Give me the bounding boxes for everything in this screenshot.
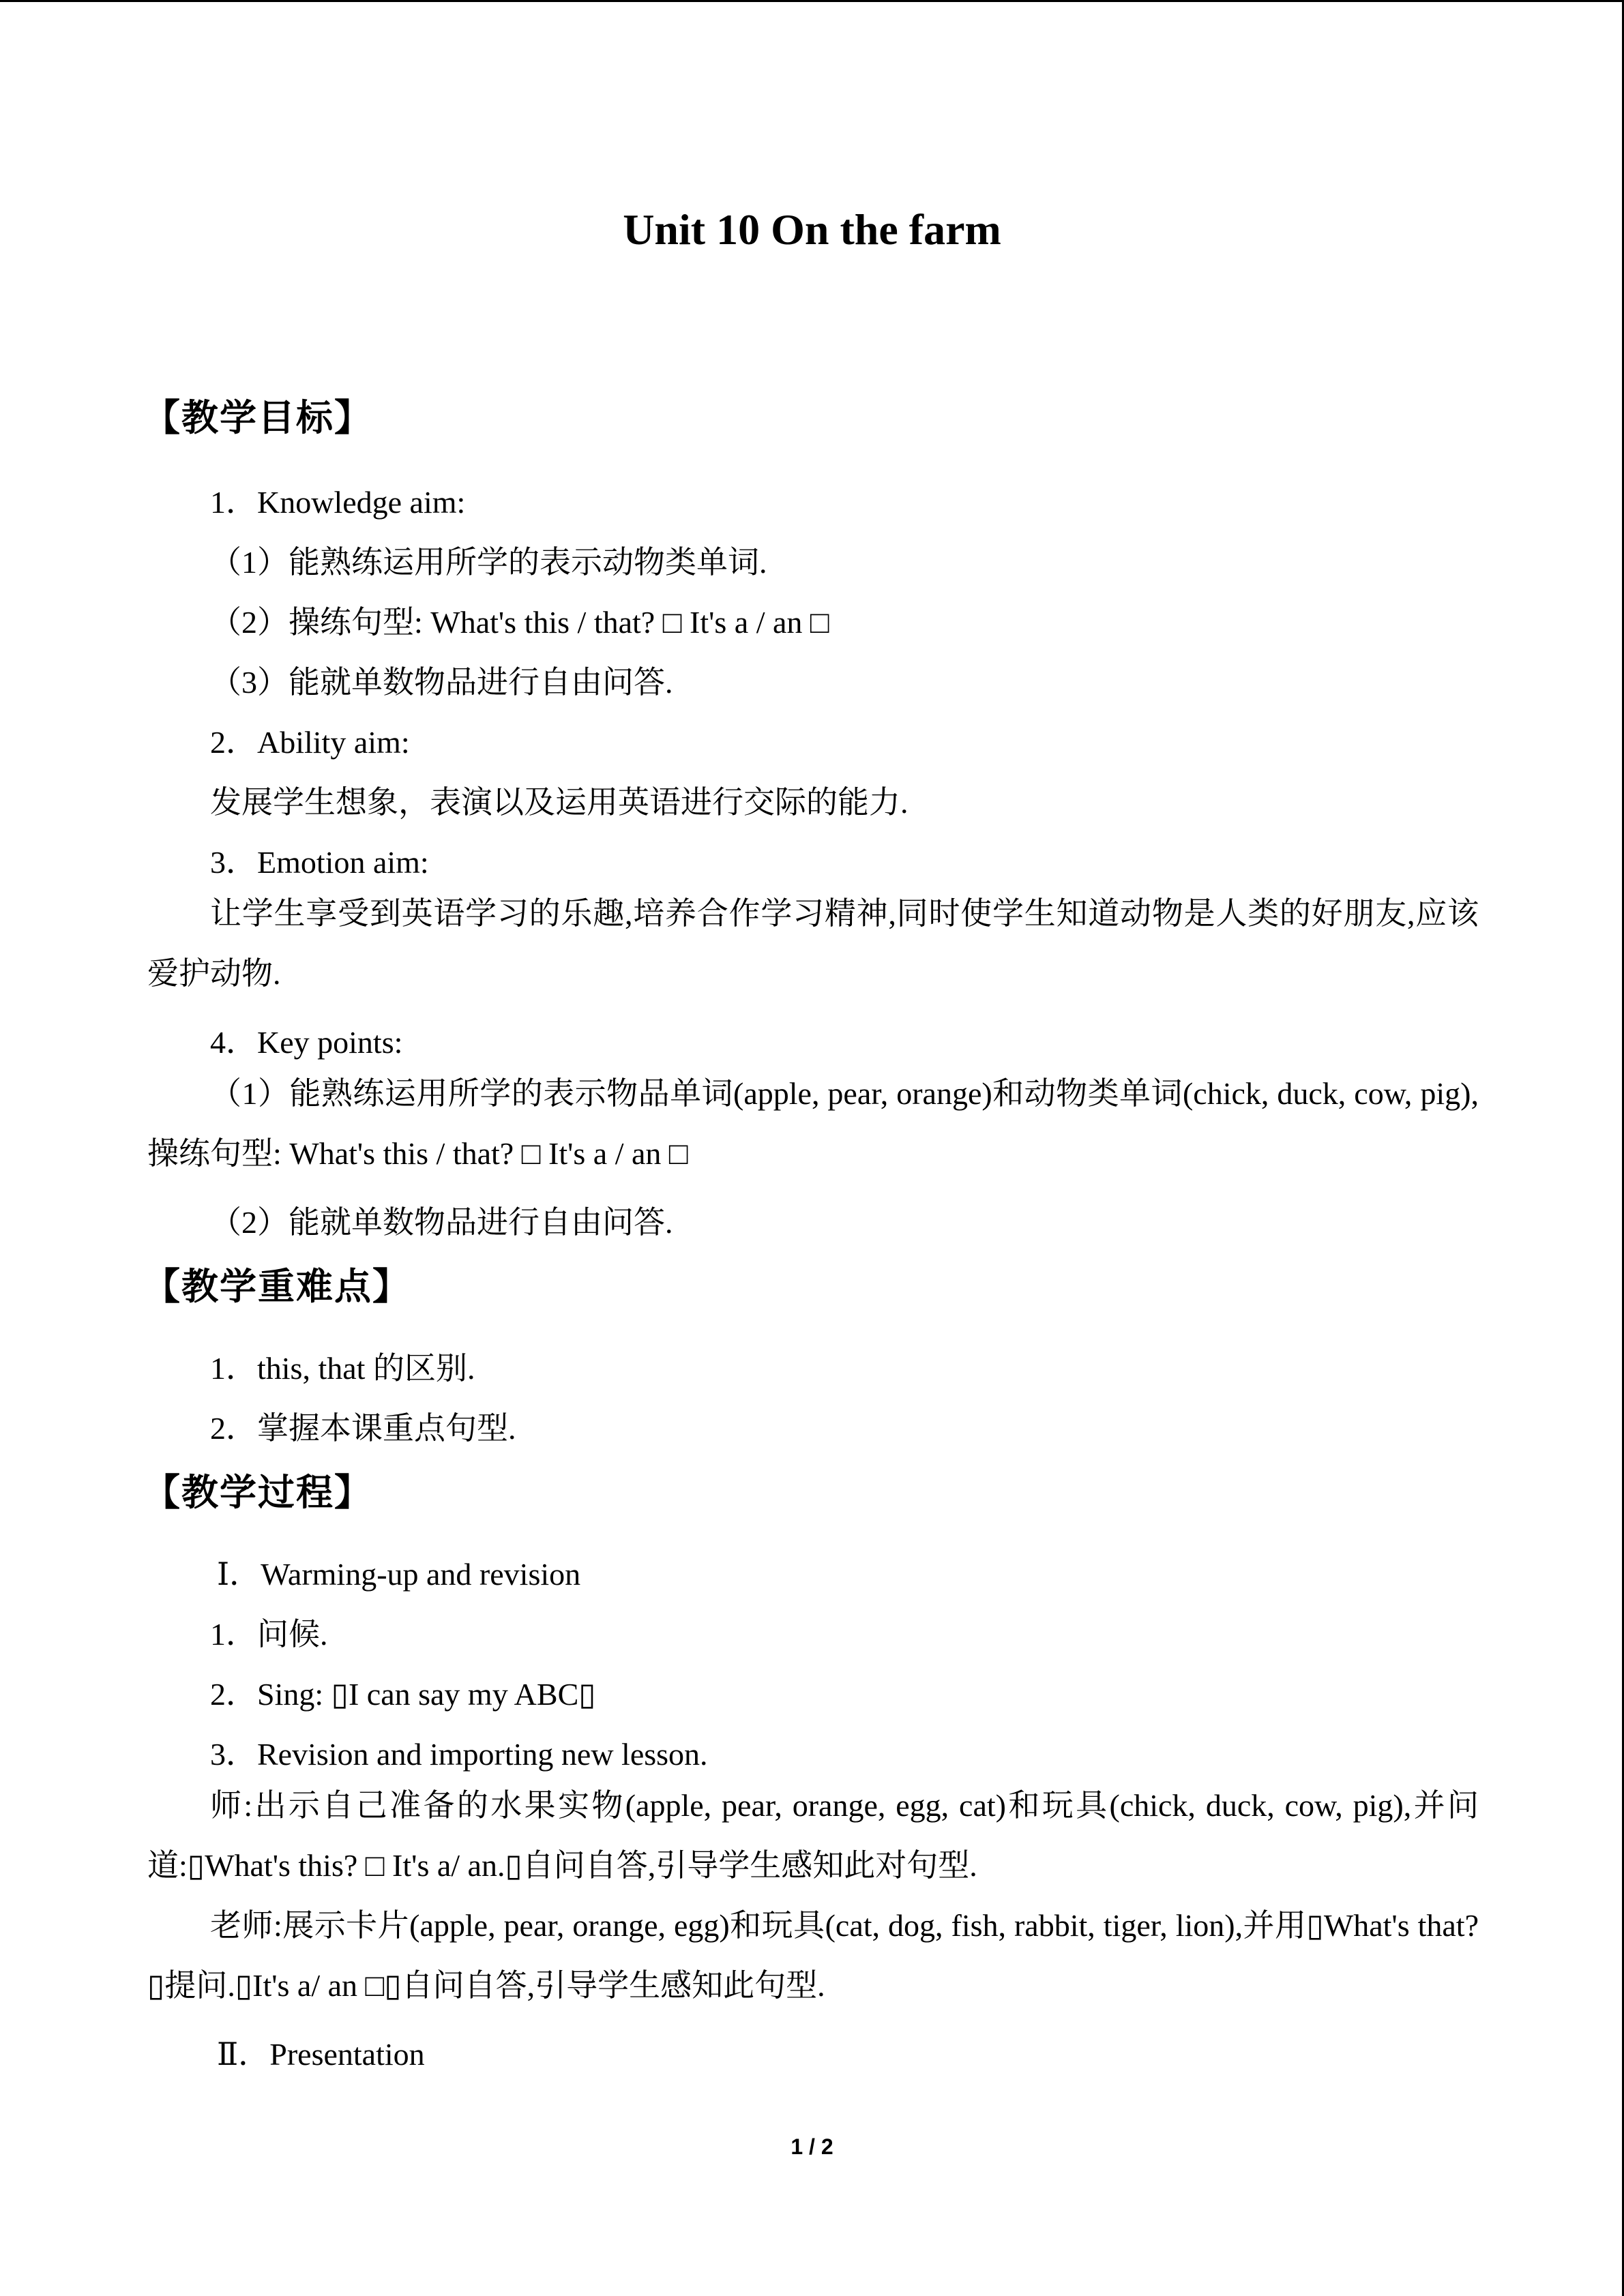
goal-emotion-aim: 3．Emotion aim: bbox=[210, 845, 429, 880]
goal-ability-text: 发展学生想象，表演以及运用英语进行交际的能力. bbox=[210, 785, 909, 820]
goal-item-1: （1）能熟练运用所学的表示动物类单词. bbox=[210, 545, 767, 580]
goal-knowledge-aim: 1．Knowledge aim: bbox=[210, 485, 466, 520]
document-title: Unit 10 On the farm bbox=[623, 205, 1001, 254]
section-heading-goals: 【教学目标】 bbox=[143, 396, 372, 439]
section-heading-difficulties: 【教学重难点】 bbox=[143, 1265, 411, 1308]
process-paragraph-1: 师:出示自己准备的水果实物(apple, pear, orange, egg, cat)和玩具(chick, duck, cow, pig),并问道:▯What's this? □ It's a/ an.▯自问自答,引导学生感知此对句型. bbox=[147, 1788, 1479, 1883]
goal-emotion-text: 让学生享受到英语学习的乐趣,培养合作学习精神,同时使学生知道动物是人类的好朋友,应该爱护动物. bbox=[147, 896, 1479, 991]
goal-keypoint-text: （1）能熟练运用所学的表示物品单词(apple, pear, orange)和动物类单词(chick, duck, cow, pig),操练句型: What's this / that? □ It's a / an □ bbox=[147, 1076, 1479, 1171]
process-paragraph-2: 老师:展示卡片(apple, pear, orange, egg)和玩具(cat, dog, fish, rabbit, tiger, lion),并用▯What's that?▯提问.▯It's a/ an □▯自问自答,引导学生感知此句型. bbox=[147, 1908, 1479, 2003]
section-heading-process: 【教学过程】 bbox=[143, 1471, 372, 1514]
process-step-1-title: Ⅰ．Warming-up and revision bbox=[217, 1557, 581, 1592]
process-item-sing: 2．Sing: ▯I can say my ABC▯ bbox=[210, 1677, 596, 1712]
process-item-greeting: 1．问候. bbox=[210, 1617, 328, 1652]
goal-ability-aim: 2．Ability aim: bbox=[210, 725, 410, 760]
goal-keypoint-item-2: （2）能就单数物品进行自由问答. bbox=[210, 1205, 673, 1240]
goal-key-points: 4．Key points: bbox=[210, 1025, 403, 1060]
difficulty-item-2: 2．掌握本课重点句型. bbox=[210, 1411, 516, 1446]
process-step-2-title: Ⅱ．Presentation bbox=[217, 2037, 425, 2072]
goal-item-3: （3）能就单数物品进行自由问答. bbox=[210, 665, 673, 700]
page-top-border bbox=[0, 0, 1624, 2]
process-item-revision: 3．Revision and importing new lesson. bbox=[210, 1737, 708, 1772]
difficulty-item-1: 1．this, that 的区别. bbox=[210, 1351, 475, 1386]
page-number: 1 / 2 bbox=[791, 2134, 833, 2159]
goal-item-2: （2）操练句型: What's this / that? □ It's a / an □ bbox=[210, 605, 829, 640]
